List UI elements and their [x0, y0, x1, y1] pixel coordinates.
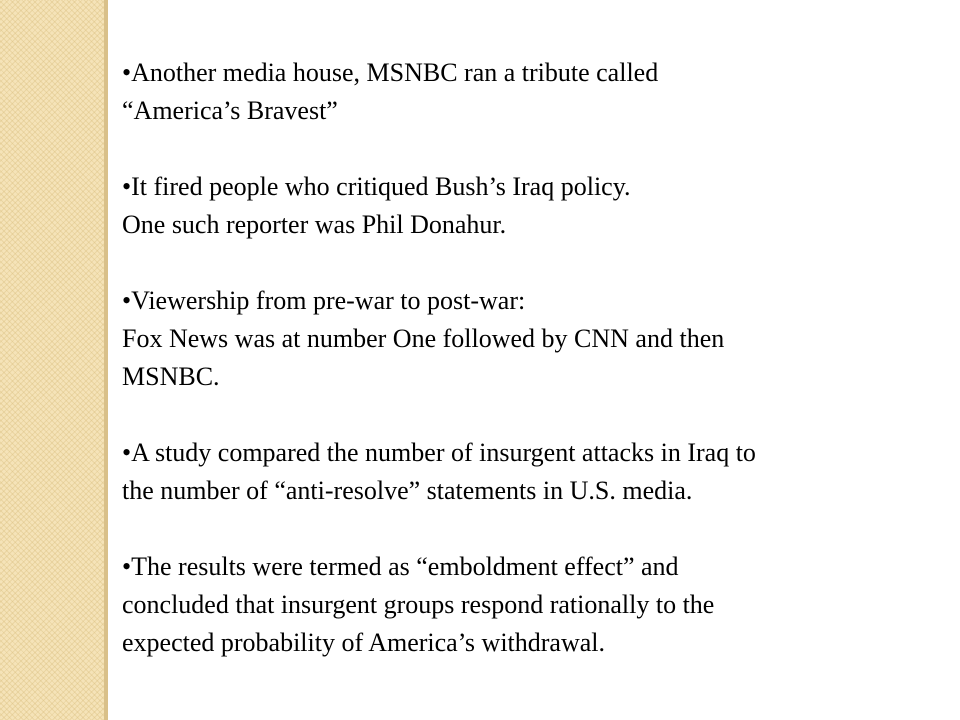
bullet-icon: • — [122, 552, 132, 581]
bullet-line: •It fired people who critiqued Bush’s Iraq policy. — [122, 172, 631, 201]
bullet-line: •Another media house, MSNBC ran a tribute called — [122, 58, 659, 87]
bullet-line: “America’s Bravest” — [122, 96, 338, 125]
bullet-line: MSNBC. — [122, 362, 220, 391]
bullet-line: the number of “anti-resolve” statements in U.S. media. — [122, 476, 693, 505]
bullet-item — [122, 168, 922, 244]
bullet-line: •Viewership from pre-war to post-war: — [122, 286, 526, 315]
bullet-line: Fox News was at number One followed by CNN and then — [122, 324, 725, 353]
bullet-item — [122, 282, 922, 396]
bullet-line: •A study compared the number of insurgent attacks in Iraq to — [122, 438, 756, 467]
decorative-band-edge — [104, 0, 108, 720]
bullet-item — [122, 54, 922, 130]
bullet-icon: • — [122, 286, 132, 315]
decorative-left-band — [0, 0, 104, 720]
bullet-icon: • — [122, 58, 132, 87]
bullet-line: concluded that insurgent groups respond rationally to the — [122, 590, 715, 619]
bullet-icon: • — [122, 172, 132, 201]
slide-body — [122, 54, 922, 662]
bullet-line: expected probability of America’s withdrawal. — [122, 628, 606, 657]
bullet-item — [122, 434, 922, 510]
bullet-line: One such reporter was Phil Donahur. — [122, 210, 507, 239]
bullet-item — [122, 548, 922, 662]
bullet-line: •The results were termed as “emboldment effect” and — [122, 552, 679, 581]
bullet-icon: • — [122, 438, 132, 467]
